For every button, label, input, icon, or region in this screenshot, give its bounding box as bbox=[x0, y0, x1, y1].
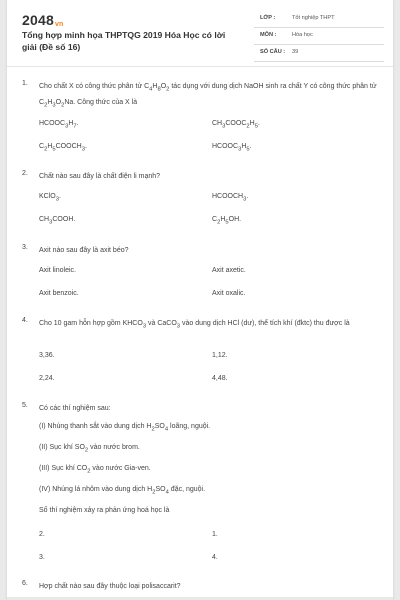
meta-key: MÔN : bbox=[260, 32, 277, 38]
meta-key: LỚP : bbox=[260, 15, 276, 21]
option-c[interactable]: 3. bbox=[39, 554, 45, 561]
question-number: 3. bbox=[22, 244, 28, 251]
option-b[interactable]: Axit axetic. bbox=[212, 267, 246, 274]
experiment-line: (III) Sục khí $CO_2$ vào nước Gia-ven. bbox=[39, 465, 151, 475]
question-stem: Có các thí nghiệm sau: bbox=[39, 405, 111, 412]
meta-row-class bbox=[254, 11, 384, 28]
question-number: 5. bbox=[22, 402, 28, 409]
question-stem: Cho chất X có công thức phân tử $C_4H_8O_2$ tác dụng với dung dịch NaOH sinh ra chất Y có công thức phân tử $C_2H_3O_2Na$. Công thức của X là bbox=[39, 83, 377, 109]
document-title: Tổng hợp minh họa THPTQG 2019 Hóa Học có lời giải (Đề số 16) bbox=[22, 30, 226, 52]
document-page bbox=[7, 0, 393, 600]
meta-row-subject bbox=[254, 28, 384, 45]
question-number: 2. bbox=[22, 170, 28, 177]
experiment-line: (II) Sục khí $SO_2$ vào nước brom. bbox=[39, 444, 140, 454]
meta-table bbox=[254, 11, 384, 62]
option-a[interactable]: 3,36. bbox=[39, 352, 55, 359]
header-divider bbox=[7, 66, 393, 67]
option-d[interactable]: Axit oxalic. bbox=[212, 290, 246, 297]
option-b[interactable]: $CH_3COOC_2H_5$. bbox=[212, 120, 260, 130]
option-d[interactable]: $HCOOC_3H_5$. bbox=[212, 143, 252, 153]
meta-key: SỐ CÂU : bbox=[260, 49, 286, 55]
option-a[interactable]: $HCOOC_3H_7$. bbox=[39, 120, 79, 130]
meta-value: 39 bbox=[292, 49, 299, 55]
option-d[interactable]: 4. bbox=[212, 554, 218, 561]
option-a[interactable]: Axit linoleic. bbox=[39, 267, 76, 274]
question-number: 4. bbox=[22, 317, 28, 324]
logo-text: 2048 bbox=[22, 12, 54, 28]
meta-row-count bbox=[254, 45, 384, 62]
option-a[interactable]: KClO$_3$. bbox=[39, 193, 61, 203]
option-d[interactable]: $C_2H_5OH$. bbox=[212, 216, 242, 226]
option-b[interactable]: 1. bbox=[212, 531, 218, 538]
option-b[interactable]: 1,12. bbox=[212, 352, 228, 359]
logo-suffix: vn bbox=[54, 21, 64, 28]
option-c[interactable]: $C_2H_5COOCH_3$. bbox=[39, 143, 87, 153]
document-header bbox=[7, 0, 393, 62]
experiment-line: (I) Nhúng thanh sắt vào dung dịch $H_2SO_4$ loãng, nguội. bbox=[39, 423, 211, 433]
meta-value: Hóa học bbox=[292, 32, 313, 38]
question-number: 6. bbox=[22, 580, 28, 587]
meta-value: Tốt nghiệp THPT bbox=[292, 15, 335, 21]
question-number: 1. bbox=[22, 80, 28, 87]
site-logo[interactable] bbox=[22, 12, 64, 28]
question-stem: Chất nào sau đây là chất điện li mạnh? bbox=[39, 173, 161, 180]
question-prompt: Số thí nghiệm xảy ra phản ứng hoá học là bbox=[39, 507, 170, 514]
option-d[interactable]: 4,48. bbox=[212, 375, 228, 382]
option-c[interactable]: $CH_3COOH$. bbox=[39, 216, 76, 226]
question-stem: Axit nào sau đây là axit béo? bbox=[39, 247, 129, 254]
option-b[interactable]: $HCOOCH_3$. bbox=[212, 193, 249, 203]
option-c[interactable]: Axit benzoic. bbox=[39, 290, 79, 297]
question-stem: Hợp chất nào sau đây thuộc loại polisaccarit? bbox=[39, 583, 181, 590]
question-stem: Cho 10 gam hỗn hợp gồm $KHCO_3$ và CaCO$_3$ vào dung dịch HCl (dư), thể tích khí (đktc) thu được là bbox=[39, 320, 350, 330]
experiment-line: (IV) Nhúng lá nhôm vào dung dịch $H_2SO_4$ đặc, nguội. bbox=[39, 486, 206, 496]
option-c[interactable]: 2,24. bbox=[39, 375, 55, 382]
option-a[interactable]: 2. bbox=[39, 531, 45, 538]
